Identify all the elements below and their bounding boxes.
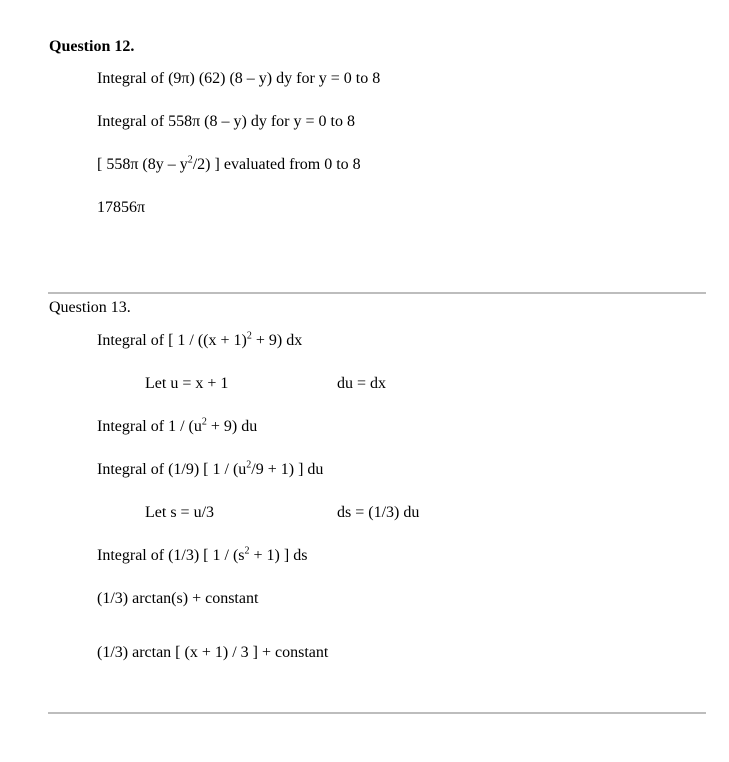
q12-result: 17856π bbox=[97, 199, 146, 216]
q13-step-4-part-b: + 1) ] ds bbox=[249, 547, 308, 564]
q12-step-3-part-a: [ 558π (8y – y bbox=[97, 156, 188, 173]
q13-step-2 bbox=[97, 416, 258, 435]
q13-step-5: (1/3) arctan(s) + constant bbox=[97, 590, 259, 607]
question-13-title: Question 13. bbox=[49, 299, 131, 316]
q13-substitution-1-left: Let u = x + 1 bbox=[145, 375, 229, 392]
question-12-title: Question 12. bbox=[49, 38, 135, 55]
q12-step-1: Integral of (9π) (62) (8 – y) dy for y = 0 to 8 bbox=[97, 70, 381, 87]
q13-step-1-part-b: + 9) dx bbox=[251, 332, 303, 349]
q12-step-3 bbox=[97, 154, 361, 173]
q13-result: (1/3) arctan [ (x + 1) / 3 ] + constant bbox=[97, 644, 329, 661]
q13-step-3-part-a: Integral of (1/9) [ 1 / (u bbox=[97, 461, 247, 478]
q12-step-2: Integral of 558π (8 – y) dy for y = 0 to 8 bbox=[97, 113, 355, 130]
q13-step-3-exponent: 2 bbox=[246, 459, 252, 471]
q13-step-4 bbox=[97, 545, 308, 564]
section-divider-1 bbox=[48, 292, 706, 294]
q13-step-3 bbox=[97, 459, 324, 478]
q13-step-4-part-a: Integral of (1/3) [ 1 / (s bbox=[97, 547, 245, 564]
q13-step-3-part-b: /9 + 1) ] du bbox=[251, 461, 324, 478]
q13-step-2-part-b: + 9) du bbox=[206, 418, 258, 435]
section-divider-2 bbox=[48, 712, 706, 714]
q13-step-1-exponent: 2 bbox=[246, 330, 252, 342]
q12-step-3-exponent: 2 bbox=[187, 154, 193, 166]
q13-step-2-exponent: 2 bbox=[201, 416, 207, 428]
q13-step-4-exponent: 2 bbox=[244, 545, 250, 557]
q13-step-1 bbox=[97, 330, 303, 349]
q13-step-2-part-a: Integral of 1 / (u bbox=[97, 418, 202, 435]
q13-step-1-part-a: Integral of [ 1 / ((x + 1) bbox=[97, 332, 247, 349]
q12-step-3-part-b: /2) ] evaluated from 0 to 8 bbox=[192, 156, 361, 173]
q13-substitution-1-right: du = dx bbox=[337, 375, 387, 392]
q13-substitution-2-left: Let s = u/3 bbox=[145, 504, 215, 521]
q13-substitution-2-right: ds = (1/3) du bbox=[337, 504, 420, 521]
